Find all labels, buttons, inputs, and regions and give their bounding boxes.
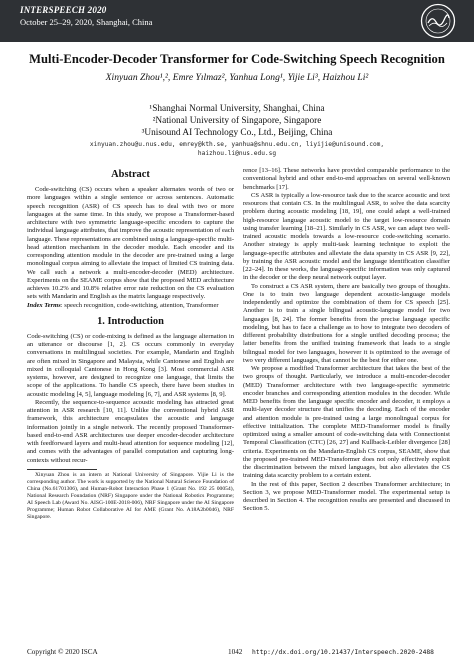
left-column: [27, 167, 234, 521]
author-emails-line-2: haizhou.li@nus.edu.sg: [197, 150, 277, 157]
page-number: 1042: [228, 648, 243, 656]
doi-link[interactable]: http://dx.doi.org/10.21437/Interspeech.2020-2488: [252, 649, 434, 656]
conference-name: INTERSPEECH 2020: [20, 5, 107, 15]
abstract-heading: Abstract: [111, 169, 150, 180]
introduction-paragraph-2: Recently, the sequence-to-sequence acoustic modeling has attracted great attention in ASR research [10, 11]. Unlike the conventional hybrid ASR framework, this architecture encapsulates the acoustic and language information jointly in a single network. The recently proposed Transformer-based end-to-end ASR architectures use deeper encoder-decoder architecture with feedforward layers and multi-head attention for sequence modeling [12], and comes with the advantages of parallel computation and capturing long-contexts without recur-: [27, 398, 234, 464]
paper-authors: Xinyuan Zhou¹,², Emre Yılmaz², Yanhua Long¹, Yijie Li³, Haizhou Li²: [105, 72, 369, 83]
index-terms-label: Index Terms: [27, 301, 61, 309]
footnote-divider: [27, 469, 97, 470]
abstract-body: Code-switching (CS) occurs when a speaker alternates words of two or more languages within a single sentence or across sentences. Automatic speech recognition (ASR) of CS speech has to deal with two or more languages at the same time. In this study, we propose a Transformer-based architecture with two symmetric language-specific encoders to capture the individual language attributes, that improve the acoustic representation of each language. These representations are combined using a language-specific multi-head attention mechanism in the decoder module. Each encoder and its corresponding attention module in the decoder are pre-trained using a large monolingual corpus aiming to alleviate the impact of limited CS training data. We call such a network a multi-encoder-decoder (MED) architecture. Experiments on the SEAME corpus show that the proposed MED architecture achieves 10.2% and 10.8% relative error rate reduction on the CS evaluation sets with Mandarin and English as the matrix language respectively.: [27, 186, 234, 301]
right-paragraph-4: We propose a modified Transformer architecture that takes the best of the two groups of thought. Particularly, we introduce a multi-encoder-decoder (MED) Transformer architecture with two language-specific symmetric encoder branches and corresponding attention modules in the decoder. While MED benefits from the language specific encoder and decoder, it employs a multi-layer decoder structure that unifies the decoding. Each of the encoder and attention module is pre-trained using a large monolingual corpus for effective initialization. The complete MED-Transformer model is finally optimized using a smaller amount of code-switching data with Connectionist Temporal Classification (CTC) [26, 27] and Kullback-Leibler divergence [28] criteria. Experiments on the Mandarin-English CS corpus, SEAME, show that the proposed pre-trained MED-Transformer does not only effectively exploit the discrimination between the mixed languages, but also alleviates the CS training data scarcity problem to a certain extent.: [243, 365, 450, 480]
affiliation-1: ¹Shanghai Normal University, Shanghai, China: [149, 104, 325, 114]
copyright-notice: Copyright © 2020 ISCA: [27, 648, 98, 656]
right-paragraph-3: To construct a CS ASR system, there are basically two groups of thoughts. One is to train two language dependent acoustic-language models independently and optimize the combination of them for CS speech [25]. Another is to train a single bilingual acoustic-language model for two languages [8, 24]. The former benefits from the precise language specific modeling, but has to face a challenge as to how to integrate two decoders of different probability distributions for a single unified decoding process; the latter benefits from the unified training framework that leads to a single bilingual model for two languages, however it is optimized to the average of two very different languages, that cannot be the best for either one.: [243, 282, 450, 364]
right-paragraph-1: rence [13–16]. These networks have provided comparable performance to the conventional hybrid and other end-to-end approaches on several well-known benchmarks [17].: [243, 167, 450, 191]
author-emails-line-1: xinyuan.zhou@u.nus.edu, emrey@kth.se, yanhua@shnu.edu.cn, liyijie@unisound.com,: [89, 141, 385, 148]
affiliation-3: ³Unisound AI Technology Co., Ltd., Beijing, China: [141, 128, 333, 138]
footnote: Xinyuan Zhou is an intern at National University of Singapore. Yijie Li is the corresponding author. The work is supported by the National Natural Science Foundation of China (No.61701306), and Human-Robot Interaction Phase 1 (Grant No. 192 25 00054), National Research Foundation (NRF) Singapore under the National Robotics Programme; AI Speech Lab (Award No. AISG-100E-2018-006), NRF Singapore under the AI Singapore Programme; Human Robot Collaborative AI for AME (Grant No. A18A2b0046), NRF Singapore.: [27, 471, 234, 520]
right-paragraph-5: In the rest of this paper, Section 2 describes Transformer architecture; in Section 3, we propose MED-Transformer model. The experimental setup is described in Section 4. The recognition results are presented and discussed in Section 5.: [243, 480, 450, 513]
index-terms: [27, 302, 234, 310]
introduction-paragraph-1: Code-switching (CS) or code-mixing is defined as the language alternation in an utterance or discourse [1, 2]. CS occurs commonly in everyday conversations in multilingual societies. For example, Mandarin and English are often mixed in Singapore and Malaysia, while Cantonese and English are mixed in colloquial Cantonese in Hong Kong [3]. Most commercial ASR systems, however, are designed to recognize one language, that limits the scope of the applications. To handle CS speech, there have been studies in acoustic modeling [4, 5], language modeling [6, 7], and ASR systems [8, 9].: [27, 332, 234, 398]
conference-date-location: October 25–29, 2020, Shanghai, China: [20, 17, 153, 27]
affiliation-2: ²National University of Singapore, Singapore: [152, 116, 322, 126]
conference-header: [0, 0, 474, 42]
right-column: [243, 167, 450, 514]
paper-title: Multi-Encoder-Decoder Transformer for Code-Switching Speech Recognition: [29, 52, 445, 66]
index-terms-text: : speech recognition, code-switching, attention, Transformer: [60, 301, 219, 309]
right-paragraph-2: CS ASR is typically a low-resource task due to the scarce acoustic and text resources that contain CS. In the multilingual ASR, to solve the data scarcity problem during acoustic modeling [18, 19], one could adapt a well-trained high-resource language acoustic model to the target low-resource domain using transfer learning [18–21]. Similarly in CS ASR, we can adapt two well-trained acoustic models towards a low-resource code-switching scenario. Another strategy is apply multi-task learning technique to exploit the language-specific attributes and alleviate the data sparsity in CS ASR [9, 22], by training the ASR acoustic model and the language identification classifier [22–24]. In these works, the language-specific information was only captured in the decoder or the deep neural network output layer.: [243, 191, 450, 282]
interspeech-logo-icon: [420, 3, 456, 39]
introduction-heading: 1. Introduction: [97, 315, 164, 327]
